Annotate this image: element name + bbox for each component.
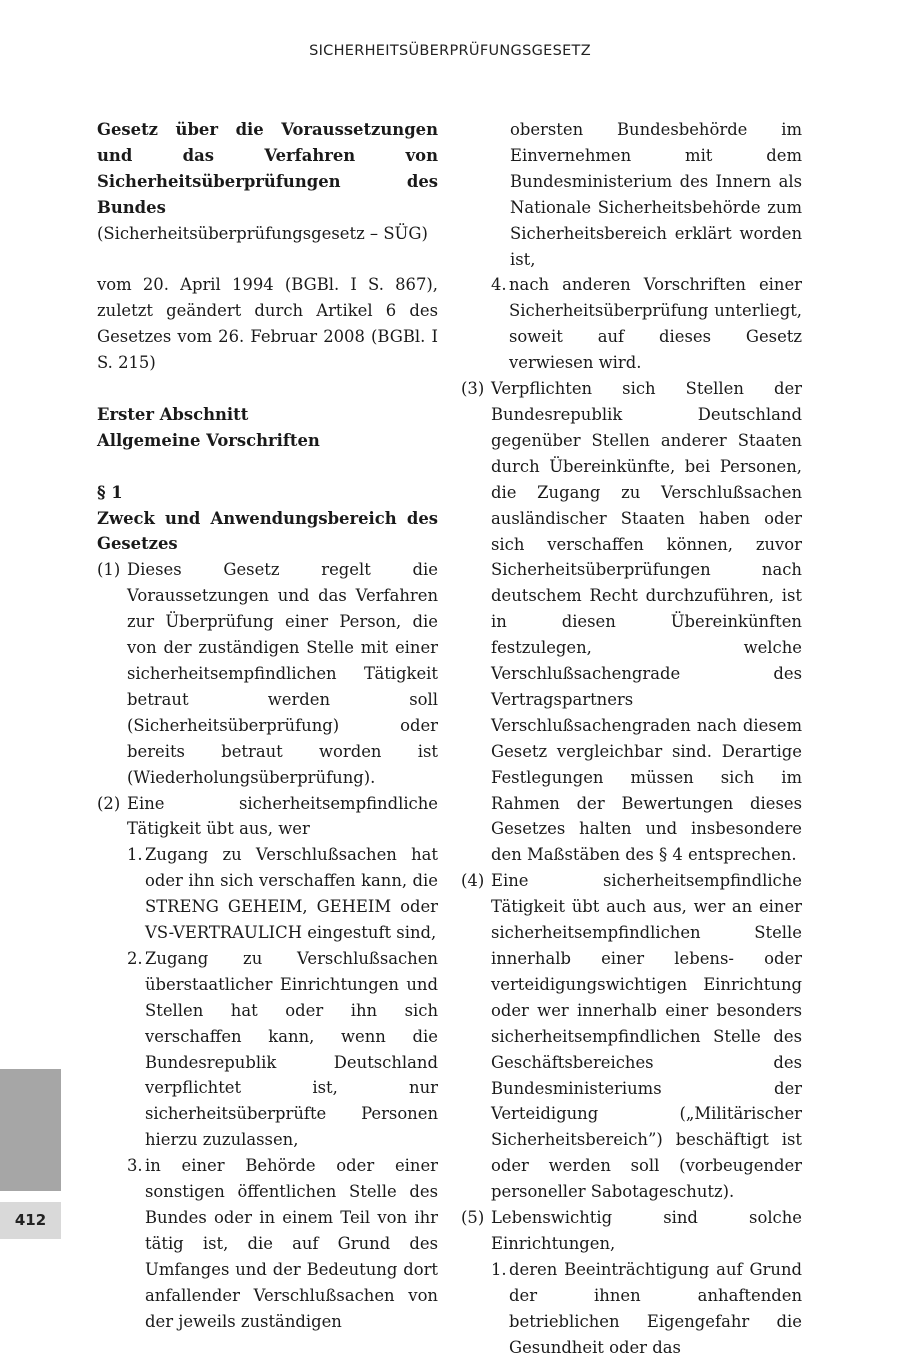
- absatz-text: Dieses Gesetz regelt die Voraussetzungen und das Verfahren zur Überprüfung einer Person, die von der zuständigen Stelle mit einer sicherheitsempfindlichen Tätigkeit betraut werden soll (Sicherheitsüberprüfung) oder bereits betraut worden ist (Wiederholungsüberprüfung).: [127, 560, 438, 787]
- absatz-1: [97, 557, 438, 790]
- law-short-title: (Sicherheitsüberprüfungsgesetz – SÜG): [97, 223, 428, 243]
- list-item: [461, 272, 802, 376]
- section-label: Erster Abschnitt: [97, 404, 249, 424]
- list-item: [97, 842, 438, 946]
- absatz-text: Eine sicherheitsempfindliche Tätigkeit übt aus, wer: [127, 793, 438, 839]
- list-item-number: 1.: [491, 1259, 507, 1279]
- spacer: [97, 247, 438, 273]
- absatz-text: Lebenswichtig sind solche Einrichtungen,: [491, 1208, 802, 1253]
- chapter-thumb-tab: [0, 1069, 61, 1191]
- list-item-number: 2.: [127, 948, 143, 968]
- absatz-number: (1): [97, 560, 121, 580]
- absatz-4: [461, 868, 802, 1205]
- list-item-number: 4.: [491, 275, 507, 295]
- absatz-2: [97, 791, 438, 843]
- list-item-text: deren Beeinträchtigung auf Grund der ihnen anhaftenden betrieblichen Eigengefahr die Gesundheit oder das: [509, 1259, 802, 1357]
- list-item-continuation: obersten Bundesbehörde im Einvernehmen mit dem Bundesministerium des Innern als Nationale Sicherheitsbehörde zum Sicherheitsbereich erklärt worden ist,: [510, 120, 802, 269]
- left-column: [97, 117, 438, 1335]
- section-title: Allgemeine Vorschriften: [97, 430, 320, 450]
- list-item-text: Zugang zu Verschlußsachen überstaatlicher Einrichtungen und Stellen hat oder ihn sich verschaffen kann, wenn die Bundesrepublik Deutschland verpflichtet ist, nur sicherheitsüberprüfte Personen hierzu zuzulassen,: [145, 948, 438, 1150]
- list-item-text: nach anderen Vorschriften einer Sicherheitsüberprüfung unterliegt, soweit auf dieses Gesetz verwiesen wird.: [509, 275, 802, 373]
- list-item-text: in einer Behörde oder einer sonstigen öffentlichen Stelle des Bundes oder in einem Teil von ihr tätig ist, die auf Grund des Umfanges und der Bedeutung dort anfallender Verschlußsachen von der jeweils zuständigen: [145, 1156, 438, 1331]
- absatz-number: (2): [97, 793, 121, 813]
- list-item: [97, 946, 438, 1153]
- spacer: [97, 376, 438, 402]
- absatz-5: [461, 1205, 802, 1257]
- list-item: [97, 1153, 438, 1334]
- paragraph-number: § 1: [97, 482, 123, 502]
- law-date-note: vom 20. April 1994 (BGBl. I S. 867), zuletzt geändert durch Artikel 6 des Gesetzes vom 26. Februar 2008 (BGBl. I S. 215): [97, 275, 438, 373]
- running-header: SICHERHEITSÜBERPRÜFUNGSGESETZ: [309, 43, 591, 59]
- list-item-text: Zugang zu Verschlußsachen hat oder ihn sich verschaffen kann, die STRENG GEHEIM, GEHEIM oder VS-VERTRAULICH eingestuft sind,: [145, 845, 438, 943]
- spacer: [97, 454, 438, 480]
- absatz-text: Verpflichten sich Stellen der Bundesrepublik Deutschland gegenüber Stellen anderer Staaten durch Übereinkünfte, bei Personen, die Zugang zu Verschlußsachen ausländischer Staaten haben oder sich verschaffen können, zuvor Sicherheitsüberprüfungen nach deutschem Recht durchzuführen, ist in diesen Übereinkünften festzulegen, welche Verschlußsachengrade des Vertragspartners Verschlußsachengraden nach diesem Gesetz vergleichbar sind. Derartige Festlegungen müssen sich im Rahmen der Bewertungen dieses Gesetzes halten und insbesondere den Maßstäben des § 4 entsprechen.: [491, 379, 802, 865]
- page-number: 412: [0, 1202, 61, 1239]
- absatz-text: Eine sicherheitsempfindliche Tätigkeit übt auch aus, wer an einer sicherheitsempfindlichen Stelle innerhalb einer lebens- oder verteidigungswichtigen Einrichtung oder wer innerhalb einer besonders sicherheitsempfindlichen Stelle des Geschäftsbereiches des Bundesministeriums der Verteidigung („Militärischer Sicherheitsbereich”) beschäftigt ist oder werden soll (vorbeugender personeller Sabotageschutz).: [491, 871, 802, 1202]
- list-item: [461, 1257, 802, 1361]
- list-item-number: 3.: [127, 1156, 143, 1176]
- absatz-number: (3): [461, 379, 485, 399]
- absatz-number: (5): [461, 1208, 485, 1228]
- absatz-3: [461, 376, 802, 868]
- law-title: Gesetz über die Voraussetzungen und das Verfahren von Sicherheitsüberprüfungen des Bundes: [97, 120, 438, 217]
- list-item-number: 1.: [127, 845, 143, 865]
- absatz-number: (4): [461, 871, 485, 891]
- paragraph-title: Zweck und Anwendungsbereich des Gesetzes: [97, 508, 438, 554]
- right-column: [461, 117, 802, 1361]
